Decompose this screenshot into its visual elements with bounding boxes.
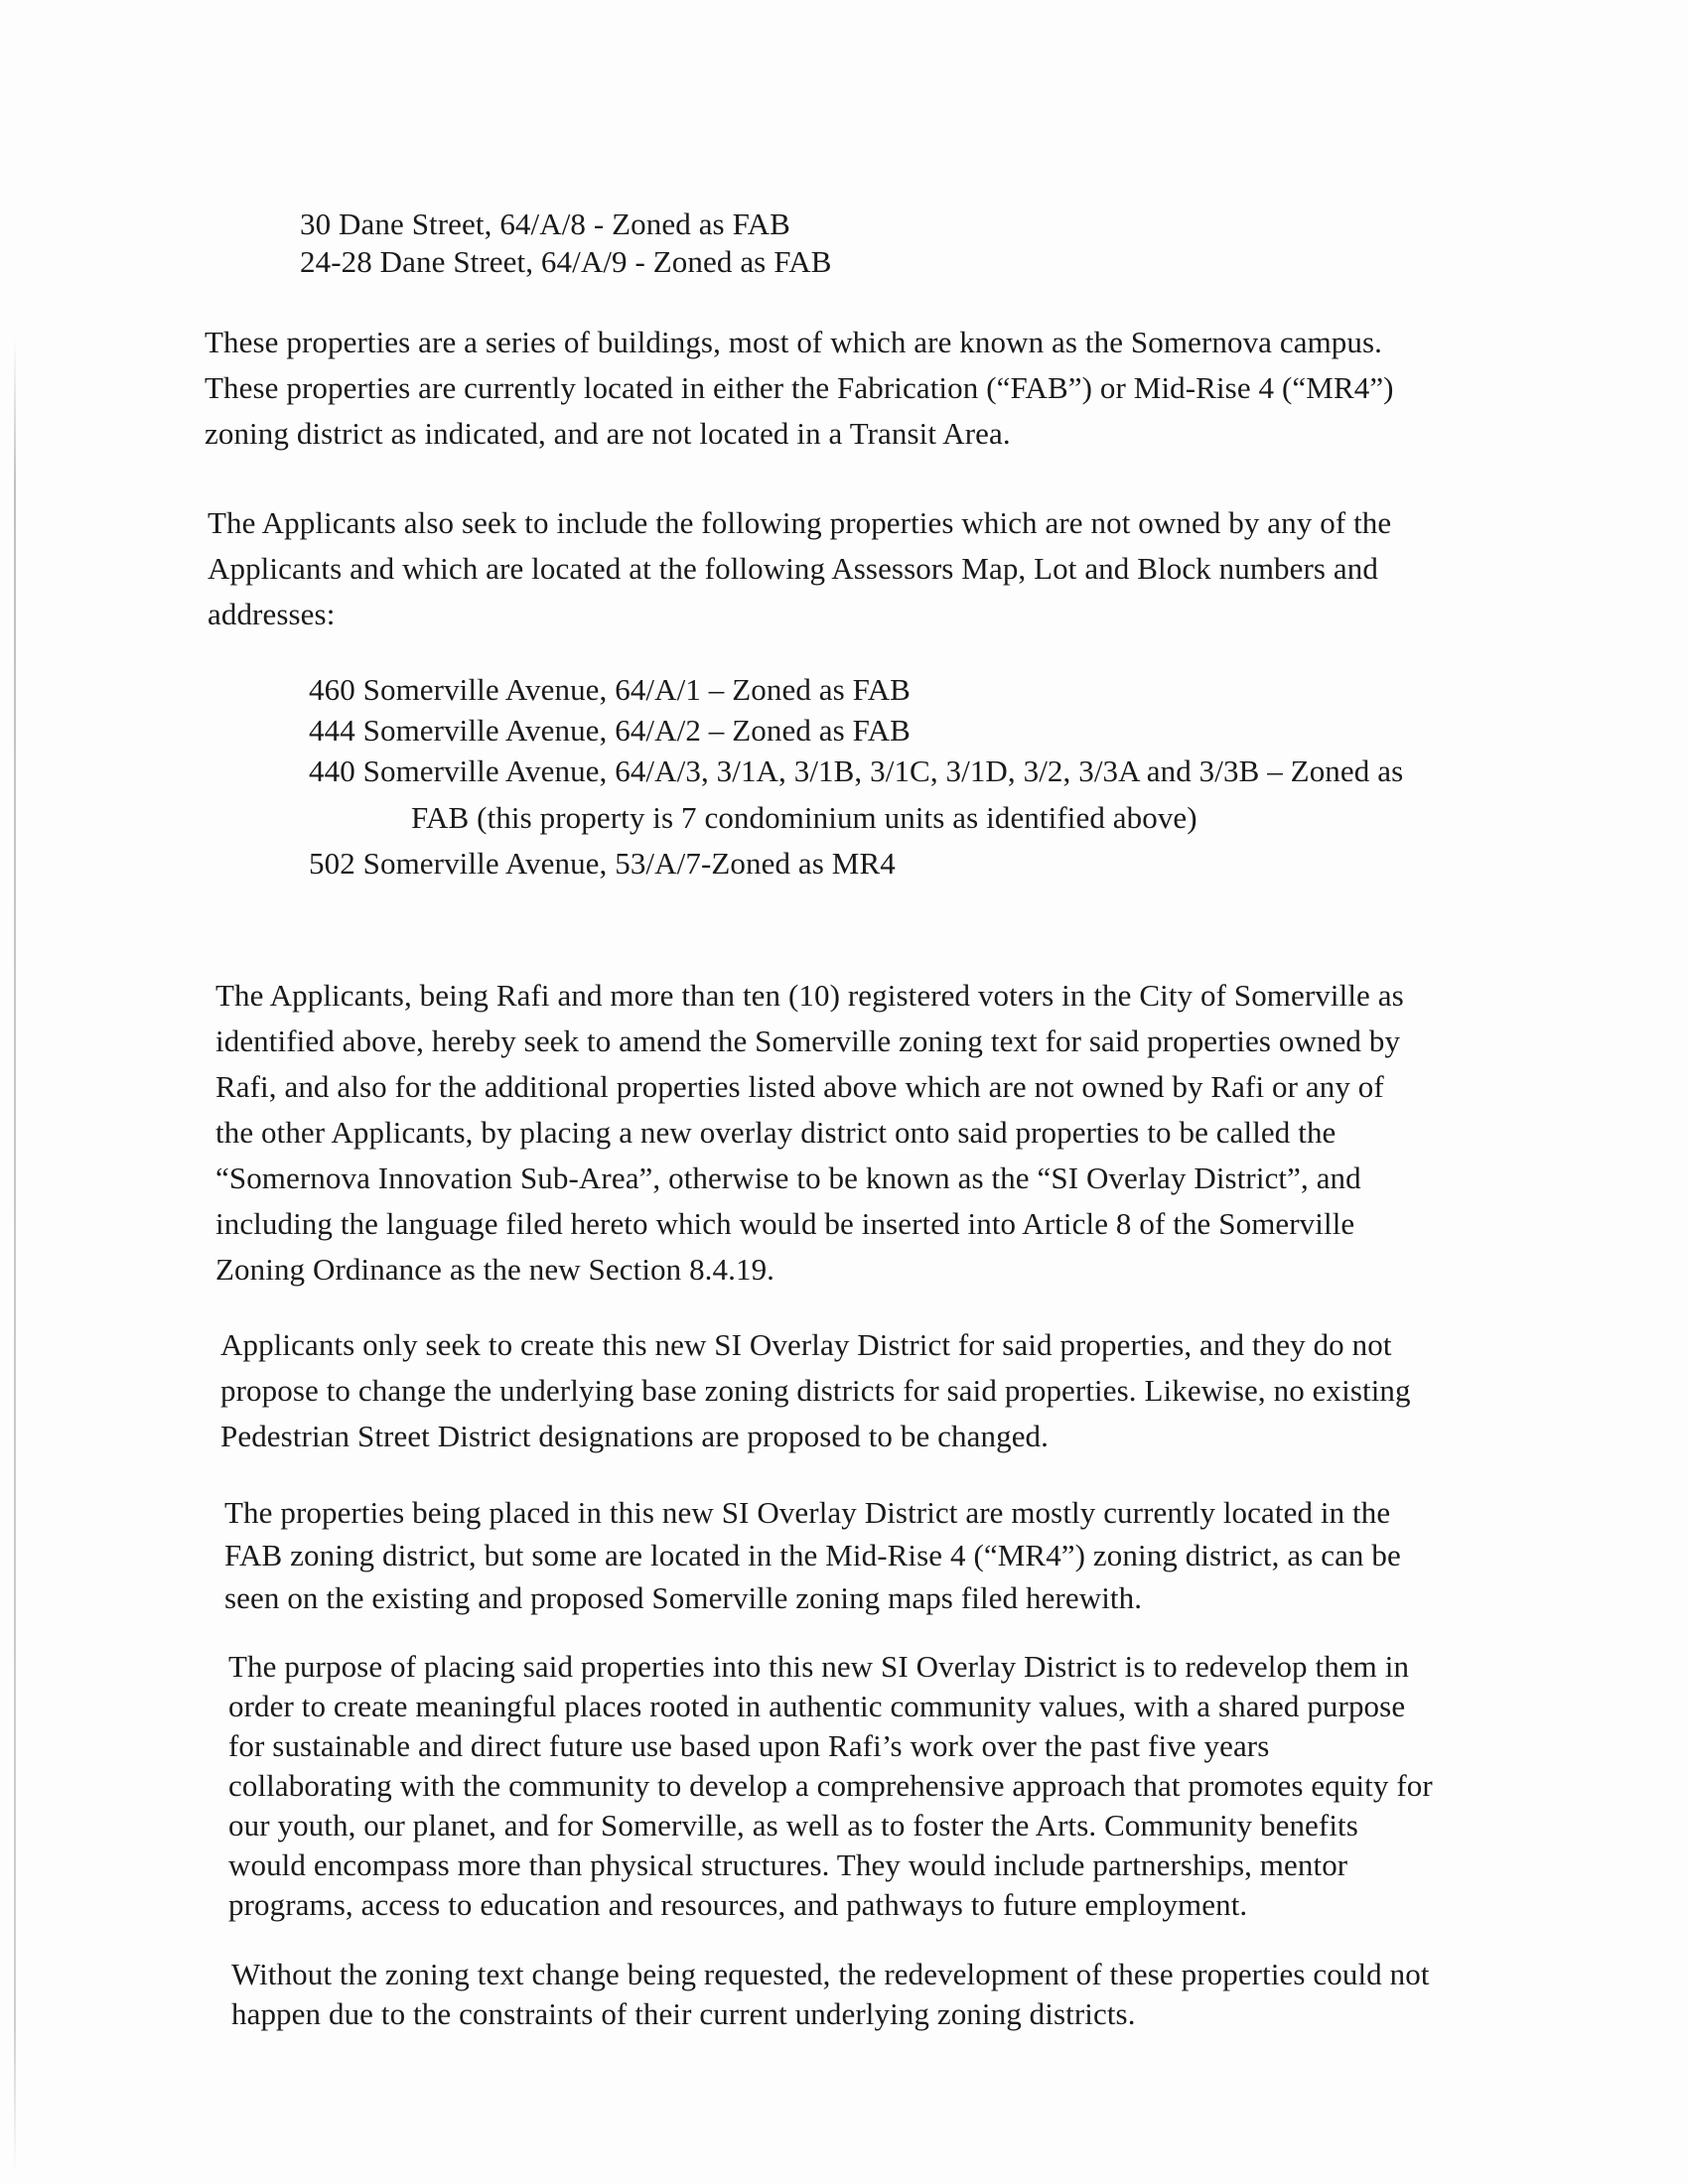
paragraph-line: zoning district as indicated, and are not located in a Transit Area. (205, 416, 1011, 451)
paragraph-line: FAB zoning district, but some are located in the Mid-Rise 4 (“MR4”) zoning district, as can be (224, 1538, 1401, 1572)
paragraph-line: the other Applicants, by placing a new overlay district onto said properties to be called the (215, 1115, 1336, 1150)
paragraph-line: seen on the existing and proposed Somerville zoning maps filed herewith. (224, 1580, 1143, 1615)
paragraph-line: propose to change the underlying base zoning districts for said properties. Likewise, no existing (220, 1373, 1411, 1408)
scan-edge-line (14, 338, 16, 2174)
paragraph-line: The properties being placed in this new SI Overlay District are mostly currently located in the (224, 1495, 1391, 1530)
paragraph-line: The purpose of placing said properties into this new SI Overlay District is to redevelop them in (228, 1649, 1410, 1684)
paragraph-line: identified above, hereby seek to amend the Somerville zoning text for said properties owned by (215, 1024, 1401, 1058)
address-line: 30 Dane Street, 64/A/8 - Zoned as FAB (300, 206, 790, 241)
paragraph-line: collaborating with the community to develop a comprehensive approach that promotes equity for (228, 1768, 1433, 1803)
address-line: 444 Somerville Avenue, 64/A/2 – Zoned as FAB (309, 713, 911, 748)
address-line: 440 Somerville Avenue, 64/A/3, 3/1A, 3/1B, 3/1C, 3/1D, 3/2, 3/3A and 3/3B – Zoned as (309, 753, 1404, 788)
paragraph-line: The Applicants, being Rafi and more than ten (10) registered voters in the City of Somerville as (215, 978, 1404, 1013)
paragraph-line: addresses: (208, 597, 336, 631)
paragraph-line: order to create meaningful places rooted in authentic community values, with a shared purpose (228, 1689, 1406, 1723)
paragraph-line: our youth, our planet, and for Somerville, as well as to foster the Arts. Community benefits (228, 1808, 1358, 1843)
paragraph-line: “Somernova Innovation Sub-Area”, otherwise to be known as the “SI Overlay District”, and (215, 1160, 1361, 1195)
paragraph-line: The Applicants also seek to include the following properties which are not owned by any of the (208, 505, 1392, 540)
paragraph-line: Rafi, and also for the additional properties listed above which are not owned by Rafi or any of (215, 1069, 1384, 1104)
paragraph-line: would encompass more than physical structures. They would include partnerships, mentor (228, 1847, 1348, 1882)
paragraph-line: Without the zoning text change being requested, the redevelopment of these properties could not (231, 1957, 1430, 1991)
paragraph-line: Applicants and which are located at the following Assessors Map, Lot and Block numbers and (208, 551, 1378, 586)
paragraph-line: These properties are a series of buildings, most of which are known as the Somernova campus. (205, 325, 1383, 359)
address-line: 502 Somerville Avenue, 53/A/7-Zoned as MR4 (309, 846, 896, 881)
paragraph-line: happen due to the constraints of their current underlying zoning districts. (231, 1996, 1136, 2031)
paragraph-line: Pedestrian Street District designations are proposed to be changed. (220, 1419, 1049, 1453)
paragraph-line: programs, access to education and resources, and pathways to future employment. (228, 1887, 1248, 1922)
paragraph-line: Zoning Ordinance as the new Section 8.4.19. (215, 1252, 775, 1287)
paragraph-line: Applicants only seek to create this new SI Overlay District for said properties, and they do not (220, 1327, 1392, 1362)
address-line: 460 Somerville Avenue, 64/A/1 – Zoned as FAB (309, 672, 911, 707)
address-line: FAB (this property is 7 condominium units as identified above) (411, 800, 1197, 835)
address-line: 24-28 Dane Street, 64/A/9 - Zoned as FAB (300, 244, 832, 279)
paragraph-line: including the language filed hereto which would be inserted into Article 8 of the Somerville (215, 1206, 1355, 1241)
paragraph-line: These properties are currently located in either the Fabrication (“FAB”) or Mid-Rise 4 (“MR4”) (205, 370, 1394, 405)
paragraph-line: for sustainable and direct future use based upon Rafi’s work over the past five years (228, 1728, 1270, 1763)
